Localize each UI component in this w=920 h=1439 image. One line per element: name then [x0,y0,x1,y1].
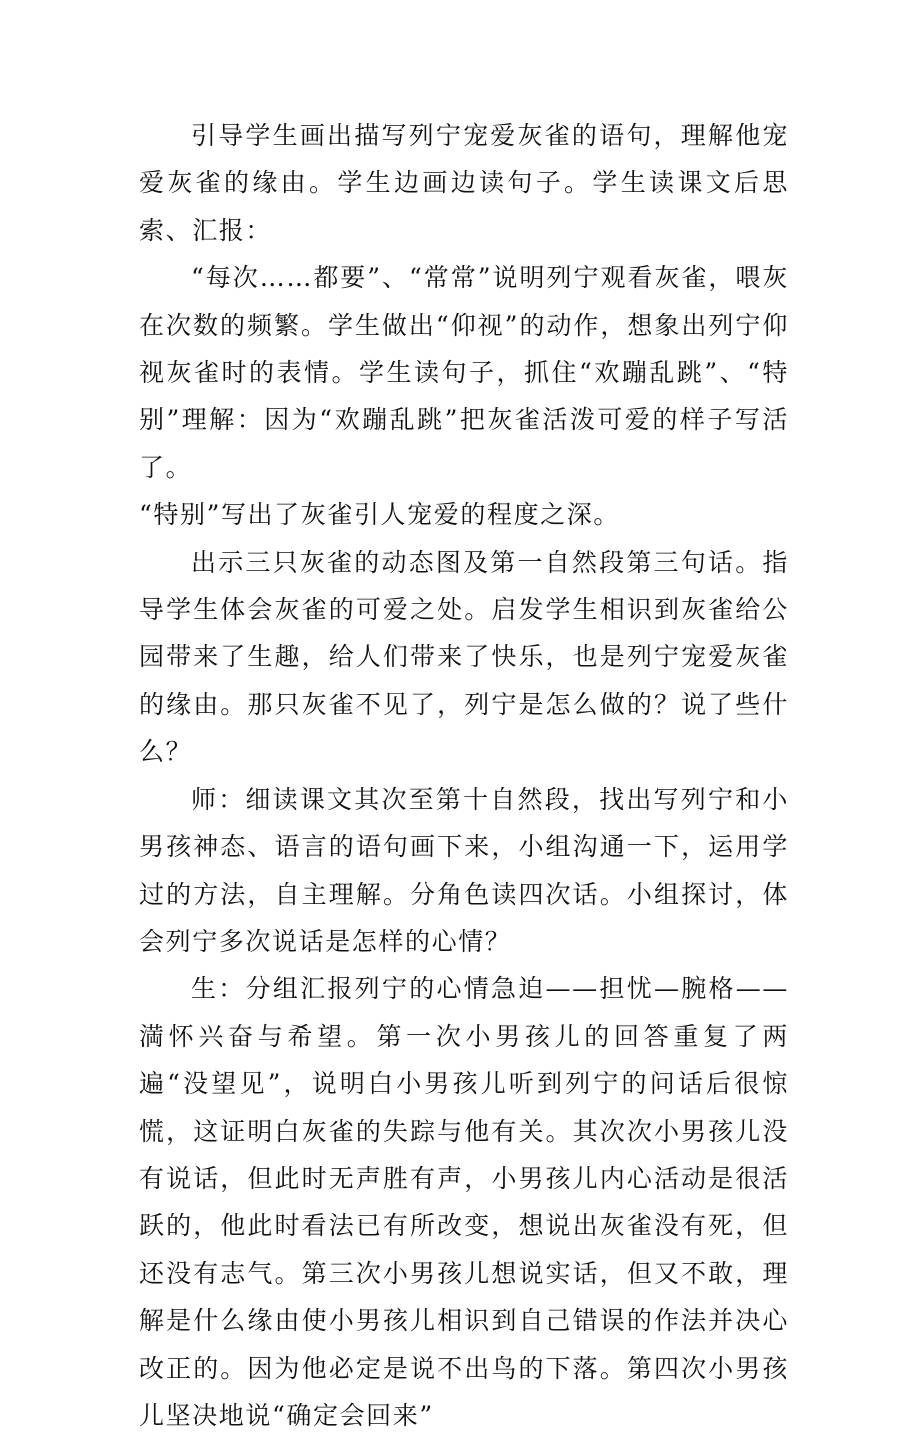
paragraph-dynamic-image: 出示三只灰雀的动态图及第一自然段第三句话。指导学生体会灰雀的可爱之处。启发学生相识到灰雀给公园带来了生趣，给人们带来了快乐，也是列宁宠爱灰雀的缘由。那只灰雀不见了，列宁是怎么做的？说了些什么？ [139,547,789,767]
paragraph-word-analysis: “每次……都要”、“常常”说明列宁观看灰雀，喂灰在次数的频繁。学生做出“仰视”的动作，想象出列宁仰视灰雀时的表情。学生读句子，抓住“欢蹦乱跳”、“特别”理解：因为“欢蹦乱跳”把灰雀活泼可爱的样子写活了。 [139,263,789,482]
paragraph-special-meaning: “特别”写出了灰雀引人宠爱的程度之深。 [139,500,620,530]
document-body [139,112,789,1439]
paragraph-student-report: 生：分组汇报列宁的心情急迫——担忧—腕格——満怀兴奋与希望。第一次小男孩儿的回答重复了两遍“没望见”，说明白小男孩儿听到列宁的问话后很惊慌，这证明白灰雀的失踪与他有关。其次次小男孩儿没有说话，但此时无声胜有声，小男孩儿内心活动是很活跃的，他此时看法已有所改变，想说出灰雀没有死，但还没有志气。第三次小男孩儿想说实话，但又不敢，理解是什么缘由使小男孩儿相识到自己错误的作法并决心改正的。因为他必定是说不出鸟的下落。第四次小男孩儿坚决地说“确定会回来” [139,974,789,1430]
paragraph-teacher-instruction: 师：细读课文其次至第十自然段，找出写列宁和小男孩神态、语言的语句画下来，小组沟通一下，运用学过的方法，自主理解。分角色读四次话。小组探讨，体会列宁多次说话是怎样的心情？ [139,784,789,956]
paragraph-guide-reading: 引导学生画出描写列宁宠爱灰雀的语句，理解他宠爱灰雀的缘由。学生边画边读句子。学生读课文后思索、汇报： [139,121,789,245]
